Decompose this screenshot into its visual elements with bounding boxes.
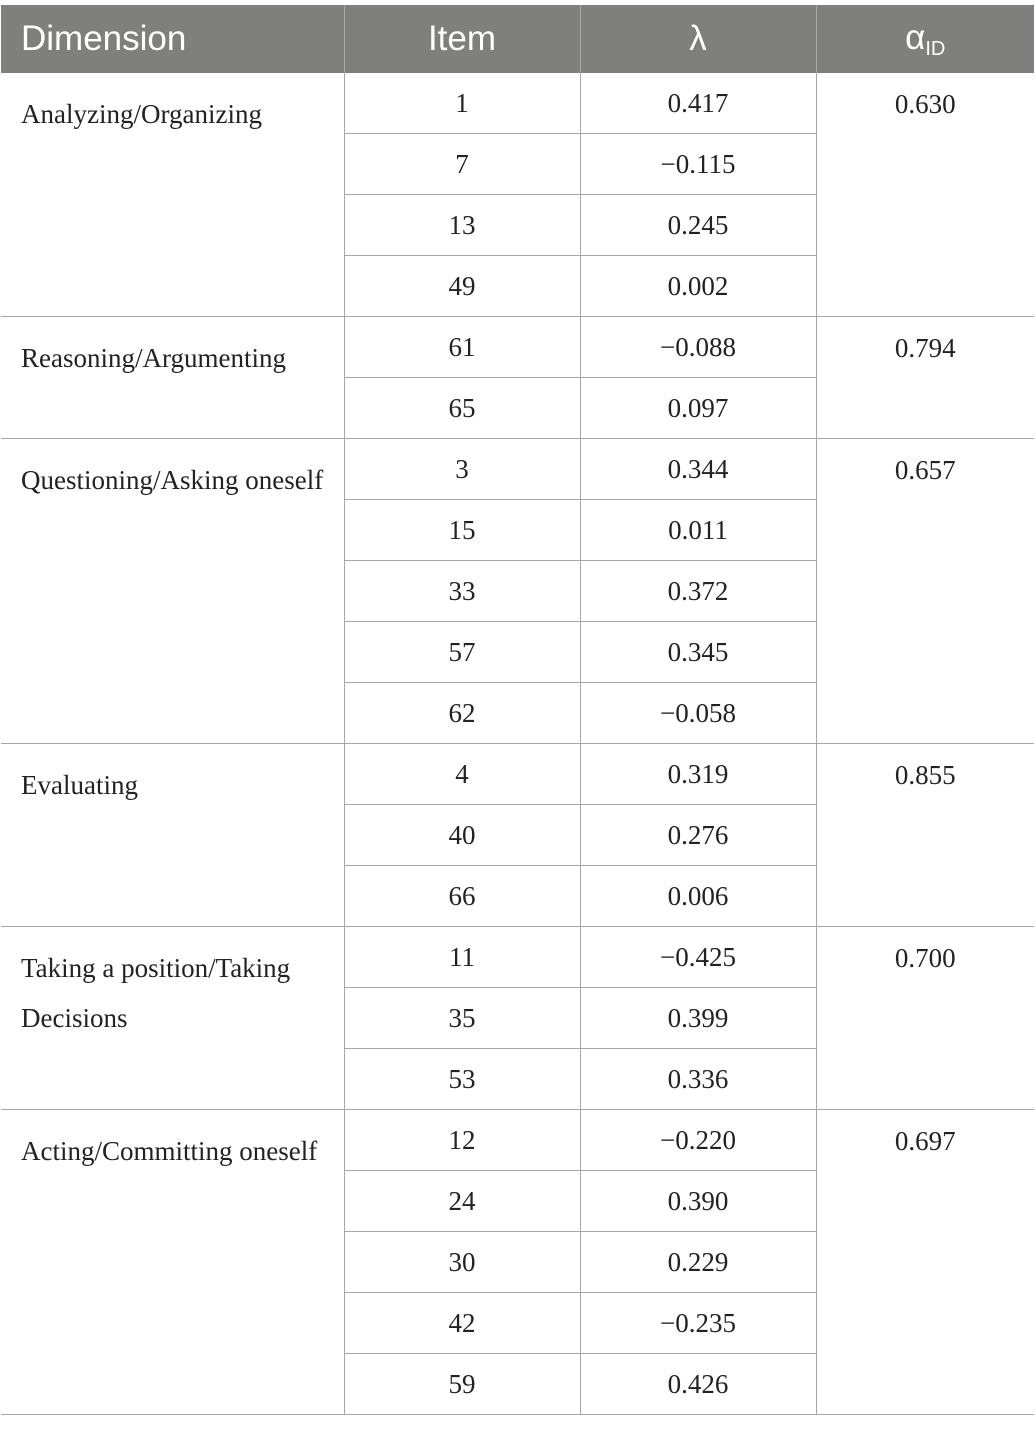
item-cell: 65 (344, 378, 580, 439)
table-row (1, 1110, 1034, 1171)
lambda-cell: 0.426 (580, 1354, 816, 1415)
item-cell: 24 (344, 1171, 580, 1232)
table-row (1, 317, 1034, 378)
header-item: Item (344, 5, 580, 73)
lambda-cell: −0.220 (580, 1110, 816, 1171)
lambda-cell: 0.417 (580, 73, 816, 134)
lambda-cell: 0.097 (580, 378, 816, 439)
alpha-cell: 0.630 (816, 73, 1034, 317)
header-lambda: λ (580, 5, 816, 73)
alpha-cell: 0.657 (816, 439, 1034, 744)
alpha-cell: 0.700 (816, 927, 1034, 1110)
table-row (1, 744, 1034, 805)
lambda-cell: 0.390 (580, 1171, 816, 1232)
item-cell: 3 (344, 439, 580, 500)
item-cell: 1 (344, 73, 580, 134)
dimension-cell: Evaluating (1, 744, 344, 927)
header-row (1, 5, 1034, 73)
lambda-cell: 0.002 (580, 256, 816, 317)
alpha-cell: 0.697 (816, 1110, 1034, 1415)
item-cell: 42 (344, 1293, 580, 1354)
alpha-cell: 0.855 (816, 744, 1034, 927)
header-alpha (816, 5, 1034, 73)
table-row (1, 73, 1034, 134)
lambda-cell: 0.345 (580, 622, 816, 683)
item-cell: 61 (344, 317, 580, 378)
item-cell: 12 (344, 1110, 580, 1171)
lambda-cell: 0.336 (580, 1049, 816, 1110)
header-dimension: Dimension (1, 5, 344, 73)
dimension-cell: Reasoning/Argumenting (1, 317, 344, 439)
lambda-cell: −0.115 (580, 134, 816, 195)
item-cell: 53 (344, 1049, 580, 1110)
item-cell: 57 (344, 622, 580, 683)
dimension-cell: Analyzing/Organizing (1, 73, 344, 317)
item-cell: 66 (344, 866, 580, 927)
lambda-cell: 0.229 (580, 1232, 816, 1293)
dimension-cell: Taking a position/Taking Decisions (1, 927, 344, 1110)
lambda-cell: −0.235 (580, 1293, 816, 1354)
item-cell: 15 (344, 500, 580, 561)
lambda-cell: 0.245 (580, 195, 816, 256)
table-body (1, 73, 1034, 1415)
item-cell: 11 (344, 927, 580, 988)
lambda-cell: 0.276 (580, 805, 816, 866)
item-cell: 49 (344, 256, 580, 317)
lambda-cell: 0.399 (580, 988, 816, 1049)
table-header (1, 5, 1034, 73)
item-cell: 7 (344, 134, 580, 195)
dimension-cell: Questioning/Asking oneself (1, 439, 344, 744)
lambda-cell: 0.011 (580, 500, 816, 561)
alpha-subscript: ID (925, 37, 946, 60)
item-cell: 13 (344, 195, 580, 256)
item-cell: 35 (344, 988, 580, 1049)
item-cell: 40 (344, 805, 580, 866)
lambda-cell: −0.058 (580, 683, 816, 744)
lambda-cell: 0.344 (580, 439, 816, 500)
table-row (1, 927, 1034, 988)
item-cell: 33 (344, 561, 580, 622)
lambda-cell: 0.319 (580, 744, 816, 805)
alpha-cell: 0.794 (816, 317, 1034, 439)
item-cell: 59 (344, 1354, 580, 1415)
lambda-cell: 0.372 (580, 561, 816, 622)
item-cell: 62 (344, 683, 580, 744)
lambda-cell: 0.006 (580, 866, 816, 927)
lambda-cell: −0.088 (580, 317, 816, 378)
table-row (1, 439, 1034, 500)
item-cell: 4 (344, 744, 580, 805)
loadings-table (1, 5, 1034, 1415)
item-cell: 30 (344, 1232, 580, 1293)
dimension-cell: Acting/Committing oneself (1, 1110, 344, 1415)
lambda-cell: −0.425 (580, 927, 816, 988)
alpha-symbol: α (905, 17, 926, 57)
